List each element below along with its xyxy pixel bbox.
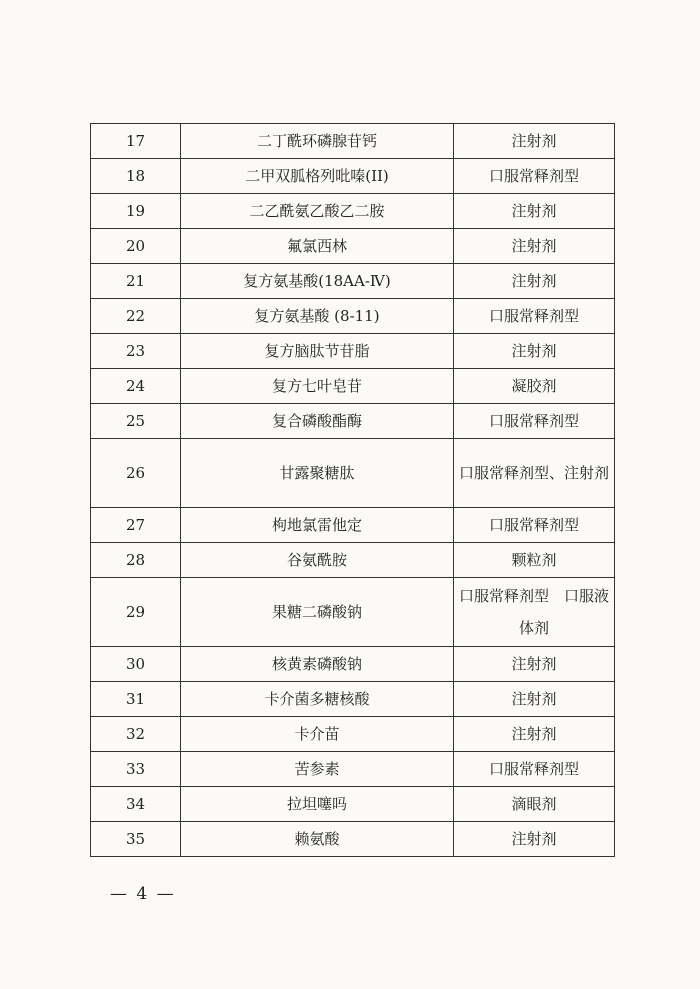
drug-name: 甘露聚糖肽 xyxy=(181,439,454,508)
drug-name: 二丁酰环磷腺苷钙 xyxy=(181,124,454,159)
dosage-form: 注射剂 xyxy=(454,264,615,299)
dosage-form: 注射剂 xyxy=(454,334,615,369)
row-number: 27 xyxy=(91,508,181,543)
drug-name: 谷氨酰胺 xyxy=(181,543,454,578)
drug-name: 复方脑肽节苷脂 xyxy=(181,334,454,369)
table-row xyxy=(91,439,615,508)
row-number: 34 xyxy=(91,787,181,822)
dosage-form: 口服常释剂型 xyxy=(454,299,615,334)
dosage-form: 颗粒剂 xyxy=(454,543,615,578)
drug-name: 二乙酰氨乙酸乙二胺 xyxy=(181,194,454,229)
row-number: 32 xyxy=(91,717,181,752)
drug-name: 卡介苗 xyxy=(181,717,454,752)
drug-name: 拉坦噻吗 xyxy=(181,787,454,822)
drug-name: 二甲双胍格列吡嗪(II) xyxy=(181,159,454,194)
dosage-form: 口服常释剂型 口服液体剂 xyxy=(454,578,615,647)
table-row xyxy=(91,787,615,822)
dosage-form: 注射剂 xyxy=(454,194,615,229)
table-row xyxy=(91,682,615,717)
drug-name: 复方氨基酸(18AA-Ⅳ) xyxy=(181,264,454,299)
dosage-form: 口服常释剂型 xyxy=(454,159,615,194)
drug-name: 果糖二磷酸钠 xyxy=(181,578,454,647)
table-row xyxy=(91,822,615,857)
drug-name: 氟氯西林 xyxy=(181,229,454,264)
table-row xyxy=(91,299,615,334)
drug-name: 复合磷酸酯酶 xyxy=(181,404,454,439)
drug-name: 复方氨基酸 (8-11) xyxy=(181,299,454,334)
row-number: 23 xyxy=(91,334,181,369)
dosage-form: 注射剂 xyxy=(454,682,615,717)
dosage-form: 注射剂 xyxy=(454,822,615,857)
table-row xyxy=(91,543,615,578)
table-row xyxy=(91,264,615,299)
row-number: 19 xyxy=(91,194,181,229)
table-row xyxy=(91,404,615,439)
dosage-form: 注射剂 xyxy=(454,647,615,682)
drug-name: 复方七叶皂苷 xyxy=(181,369,454,404)
row-number: 21 xyxy=(91,264,181,299)
dosage-form: 注射剂 xyxy=(454,717,615,752)
dosage-form: 注射剂 xyxy=(454,124,615,159)
drug-name: 卡介菌多糖核酸 xyxy=(181,682,454,717)
table-row xyxy=(91,717,615,752)
table-row xyxy=(91,752,615,787)
row-number: 33 xyxy=(91,752,181,787)
table-row xyxy=(91,229,615,264)
row-number: 26 xyxy=(91,439,181,508)
dosage-form: 凝胶剂 xyxy=(454,369,615,404)
drug-name: 核黄素磷酸钠 xyxy=(181,647,454,682)
drug-name: 苦参素 xyxy=(181,752,454,787)
dosage-form: 口服常释剂型 xyxy=(454,752,615,787)
table-row xyxy=(91,647,615,682)
row-number: 35 xyxy=(91,822,181,857)
row-number: 28 xyxy=(91,543,181,578)
row-number: 30 xyxy=(91,647,181,682)
page-number: — 4 — xyxy=(110,884,176,904)
table-row xyxy=(91,369,615,404)
row-number: 25 xyxy=(91,404,181,439)
row-number: 29 xyxy=(91,578,181,647)
table-row xyxy=(91,508,615,543)
drug-list-table xyxy=(90,123,615,857)
row-number: 24 xyxy=(91,369,181,404)
dosage-form: 口服常释剂型、注射剂 xyxy=(454,439,615,508)
table-row xyxy=(91,194,615,229)
table-row xyxy=(91,159,615,194)
table-row xyxy=(91,334,615,369)
table-row xyxy=(91,124,615,159)
drug-name: 枸地氯雷他定 xyxy=(181,508,454,543)
dosage-form: 滴眼剂 xyxy=(454,787,615,822)
dosage-form: 注射剂 xyxy=(454,229,615,264)
row-number: 18 xyxy=(91,159,181,194)
dosage-form: 口服常释剂型 xyxy=(454,508,615,543)
row-number: 20 xyxy=(91,229,181,264)
row-number: 31 xyxy=(91,682,181,717)
drug-name: 赖氨酸 xyxy=(181,822,454,857)
table-row xyxy=(91,578,615,647)
dosage-form: 口服常释剂型 xyxy=(454,404,615,439)
row-number: 22 xyxy=(91,299,181,334)
row-number: 17 xyxy=(91,124,181,159)
